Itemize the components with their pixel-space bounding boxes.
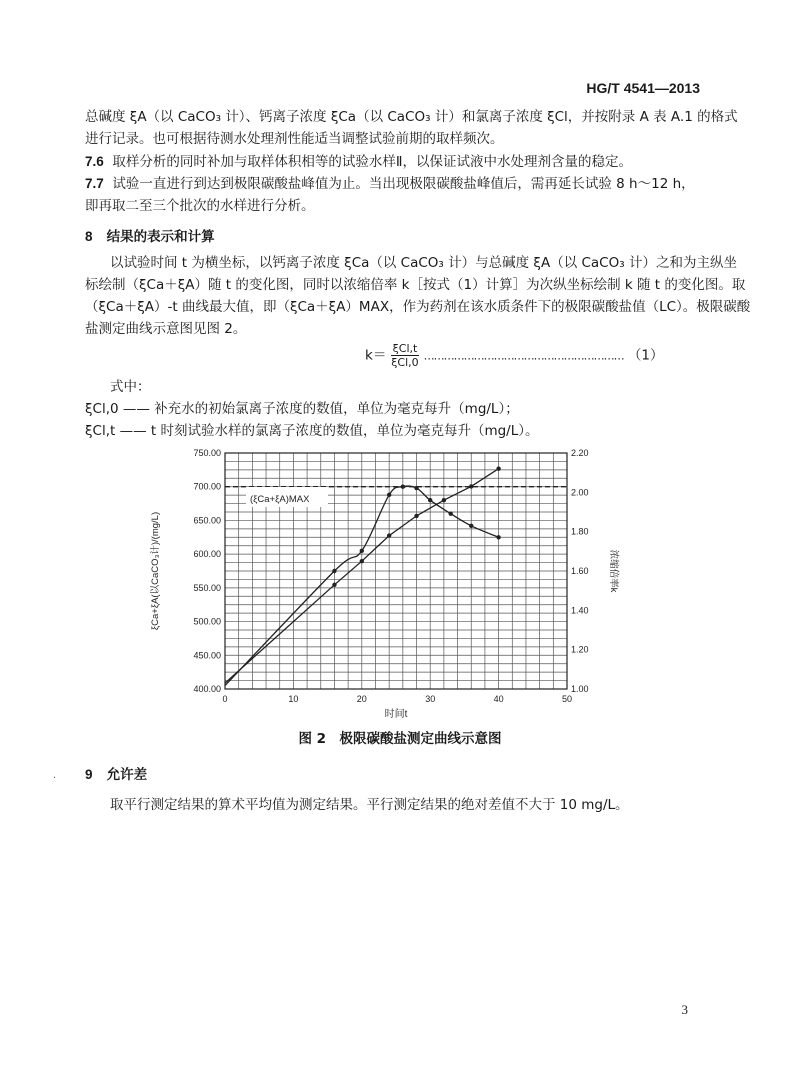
formula-1 (365, 342, 664, 369)
point-right-series (496, 467, 500, 471)
point-left-series (496, 535, 500, 539)
section9-heading (85, 764, 147, 786)
section8-title: 结果的表示和计算 (106, 229, 215, 245)
y-tick-label: 650.00 (193, 515, 221, 526)
y2-axis-label: 浓缩倍率k (608, 549, 619, 593)
y2-tick-label: 1.00 (571, 684, 589, 694)
y2-axis-tick-labels (571, 448, 589, 694)
section8-para-line3: （ξCa＋ξA）-t 曲线最大值，即（ξCa＋ξA）MAX，作为药剂在该水质条件下的极限碳酸盐值（LC）。极限碳酸 (85, 299, 751, 315)
point-right-series (332, 583, 336, 587)
point-right-series (469, 484, 473, 488)
y-tick-label: 700.00 (193, 481, 221, 492)
point-left-series (360, 549, 364, 553)
y-axis-tick-labels (193, 448, 221, 694)
definition-cl0: ξCl,0 —— 补充水的初始氯离子浓度的数值，单位为毫克每升（mg/L）； (85, 401, 519, 417)
item-7-7 (85, 173, 695, 195)
point-right-series (442, 498, 446, 502)
section9-number: 9 (85, 767, 93, 782)
point-left-series (387, 493, 391, 497)
y2-tick-label: 1.60 (571, 566, 589, 576)
x-tick-label: 30 (425, 694, 436, 704)
section7-line1: 总碱度 ξA（以 CaCO₃ 计）、钙离子浓度 ξCa（以 CaCO₃ 计）和氯离子浓度 ξCl，并按附录 A 表 A.1 的格式 (85, 109, 738, 125)
y-tick-label: 500.00 (193, 616, 221, 627)
section8-para-line4: 盐测定曲线示意图见图 2。 (85, 321, 247, 337)
x-tick-label: 0 (222, 694, 228, 704)
y2-tick-label: 1.80 (571, 526, 589, 537)
definition-clt: ξCl,t —— t 时刻试验水样的氯离子浓度的数值，单位为毫克每升（mg/L）。 (85, 423, 539, 439)
section9-text: 取平行测定结果的算术平均值为测定结果。平行测定结果的绝对差值不大于 10 mg/L。 (110, 797, 629, 813)
y-tick-label: 600.00 (193, 549, 221, 560)
y2-tick-label: 2.00 (571, 487, 589, 498)
point-right-series (414, 514, 418, 518)
y-tick-label: 750.00 (193, 448, 221, 458)
x-tick-label: 50 (561, 694, 573, 704)
point-left-series (449, 511, 453, 515)
item-7-6-text: 取样分析的同时补加与取样体积相等的试验水样Ⅱ，以保证试液中水处理剂含量的稳定。 (112, 154, 633, 170)
standard-code-header: HG/T 4541—2013 (586, 80, 700, 96)
section7-line2: 进行记录。也可根据待测水处理剂性能适当调整试验前期的取样频次。 (85, 131, 504, 147)
x-tick-label: 10 (288, 694, 299, 704)
item-7-7-number: 7.7 (85, 176, 104, 191)
point-left-series (428, 498, 432, 502)
section8-number: 8 (85, 229, 93, 244)
x-axis-tick-labels (222, 694, 572, 704)
section8-para-line1: 以试验时间 t 为横坐标，以钙离子浓度 ξCa（以 CaCO₃ 计）与总碱度 ξA（以 CaCO₃ 计）之和为主纵坐 (110, 255, 737, 271)
point-left-series (414, 486, 418, 490)
point-left-series (332, 569, 336, 573)
formula-numerator: ξCl,t (392, 342, 418, 355)
formula-label: （1） (627, 347, 664, 364)
x-tick-label: 40 (493, 694, 504, 704)
point-left-series (469, 524, 473, 528)
y-tick-label: 400.00 (193, 684, 221, 694)
where-label: 式中： (110, 379, 151, 395)
y-tick-label: 450.00 (193, 650, 221, 661)
margin-mark: · (53, 773, 57, 784)
page-number: 3 (681, 1002, 688, 1017)
point-right-series (360, 559, 364, 563)
y-axis-label: ξCa+ξA(以CaCO₃计)/(mg/L) (150, 511, 161, 631)
limit-carbonate-chart (150, 445, 620, 720)
max-annotation: (ξCa+ξA)MAX (250, 494, 310, 505)
formula-denominator: ξCl,0 (391, 356, 419, 369)
x-axis-label: 时间t (384, 709, 408, 720)
point-left-series (401, 485, 405, 489)
section8-heading (85, 226, 215, 248)
item-7-7-text: 试验一直进行到达到极限碳酸盐峰值为止。当出现极限碳酸盐峰值后，需再延长试验 8 h～12 h， (112, 176, 695, 192)
y-tick-label: 550.00 (193, 582, 221, 593)
formula-fraction (391, 342, 420, 369)
section8-para-line2: 标绘制（ξCa＋ξA）随 t 的变化图，同时以浓缩倍率 k［按式（1）计算］为次纵坐标绘制 k 随 t 的变化图。取 (85, 277, 746, 293)
section9-title: 允许差 (106, 767, 148, 783)
x-tick-label: 20 (356, 694, 367, 704)
y2-tick-label: 1.20 (571, 644, 589, 655)
point-right-series (387, 533, 391, 537)
y2-tick-label: 1.40 (571, 605, 589, 616)
figure-caption: 图 2 极限碳酸盐测定曲线示意图 (298, 731, 502, 747)
item-7-7-line2: 即再取二至三个批次的水样进行分析。 (85, 198, 315, 214)
formula-leader-dots: …………………………………………………… (423, 349, 624, 363)
item-7-6 (85, 151, 632, 173)
y2-tick-label: 2.20 (571, 448, 589, 458)
formula-lhs: k＝ (365, 347, 387, 364)
item-7-6-number: 7.6 (85, 154, 104, 169)
